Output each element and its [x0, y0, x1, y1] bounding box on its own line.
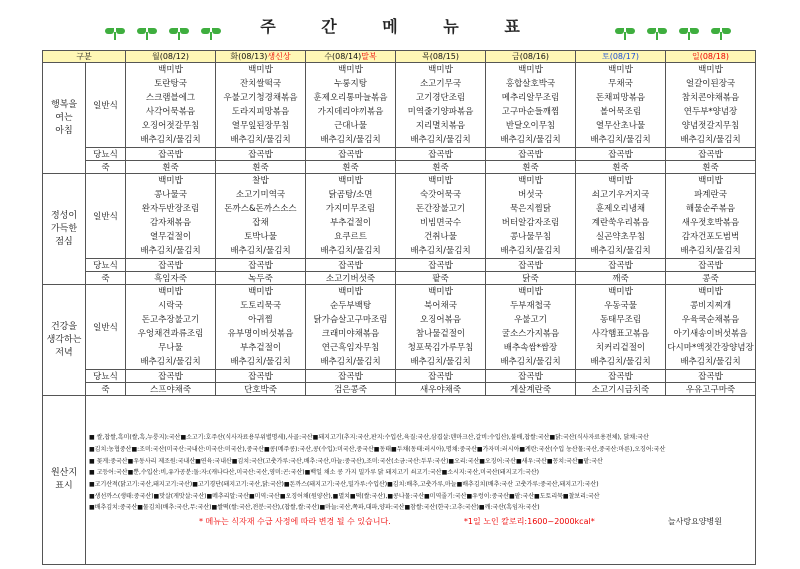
menu-cell [666, 174, 756, 259]
porridge-cell: 닭죽 [486, 272, 576, 285]
menu-item: 백미밥 [158, 287, 183, 297]
menu-item: 백미밥 [698, 176, 723, 186]
menu-cell [486, 285, 576, 370]
diabetic-cell: 잡곡밥 [216, 370, 306, 383]
page-title: 주 간 메 뉴 표 [260, 17, 540, 36]
menu-item: 연근흑임자무침 [321, 343, 380, 353]
porridge-diet-label: 죽 [86, 383, 126, 396]
weekly-menu-table [42, 50, 756, 565]
porridge-cell: 흰죽 [216, 161, 306, 174]
menu-item: 돈고추장불고기 [141, 315, 200, 325]
origin-label: 원산지 표시 [43, 396, 86, 565]
menu-item: 백미밥 [518, 65, 543, 75]
diabetic-cell: 잡곡밥 [666, 148, 756, 161]
origin-line: ■고기산적(닭고기:국산,돼지고기:국산)■고기경단(돼지고기:국산,닭:국산)■돈까스(돼지고기:국산,밀가루:수입산)■김치:배추,고춧가루,마늘■배추김치(배추:국산 고춧가루:중국산,돼지고기:국산) [89, 481, 599, 488]
menu-item: 청포묵김가루무침 [407, 343, 474, 353]
menu-item: 새우젓호박볶음 [681, 218, 740, 228]
menu-item: 배추김치/물김치 [230, 135, 291, 145]
dinner-general-row [43, 285, 756, 370]
menu-item: 사각어묵볶음 [145, 107, 196, 117]
menu-cell [306, 285, 396, 370]
menu-item: 배추김치/물김치 [140, 135, 201, 145]
header-day-wed: 수(08/14)말복 [306, 51, 396, 63]
menu-item: 잔치쌀떡국 [239, 79, 282, 89]
menu-item: 홍합살호박국 [505, 79, 556, 89]
diabetic-cell: 잡곡밥 [306, 259, 396, 272]
menu-item: 백미밥 [428, 176, 453, 186]
menu-cell [576, 285, 666, 370]
porridge-cell: 단호박죽 [216, 383, 306, 396]
menu-cell [126, 63, 216, 148]
menu-item: 다시마*액젓간장양념장 [667, 343, 754, 353]
sprout-icon [711, 28, 731, 40]
menu-item: 해물순주볶음 [685, 204, 736, 214]
menu-item: 배추속쌈*쌈장 [503, 343, 558, 353]
menu-item: 동태무조림 [599, 315, 642, 325]
menu-item: 백미밥 [338, 176, 363, 186]
menu-item: 백미밥 [428, 65, 453, 75]
menu-item: 배추김치/물김치 [320, 246, 381, 256]
menu-item: 감자건포도범벅 [681, 232, 740, 242]
menu-item: 배추김치/물김치 [500, 246, 561, 256]
porridge-cell: 흰죽 [126, 161, 216, 174]
lunch-porridge-row [43, 272, 756, 285]
porridge-cell: 소고기시금치죽 [576, 383, 666, 396]
menu-item: 오징어젓갈무침 [141, 121, 200, 131]
menu-item: 북어채국 [424, 301, 457, 311]
menu-item: 배추김치/물김치 [320, 357, 381, 367]
lunch-label: 정성이 가득한 점심 [43, 174, 86, 285]
menu-item: 가지데리야끼볶음 [317, 107, 384, 117]
menu-cell [666, 63, 756, 148]
menu-item: 배추김치/물김치 [680, 246, 741, 256]
menu-item: 무나물 [158, 343, 183, 353]
origin-line: ■ 꽃게:중국산■우동사리 제조원:국내산■연육:국내산■김치:국산(고춧가루:국산,배추:국산,마늘:중국산),조미:국산(소금:국산:두부:국산)■오리:국산■오징어:국산■새우:국산■꽁치:국산■팥:국산 [89, 457, 603, 465]
menu-item: 연두부*양념장 [683, 107, 738, 117]
menu-item: 유부명이버섯볶음 [227, 329, 294, 339]
menu-item: 열무산초나물 [595, 121, 646, 131]
menu-cell [486, 174, 576, 259]
menu-item: 콩나물국 [154, 190, 187, 200]
lunch-diabetic-row [43, 259, 756, 272]
menu-item: 반달오이무침 [505, 121, 556, 131]
diabetic-cell: 잡곡밥 [666, 370, 756, 383]
menu-item: 백미밥 [338, 287, 363, 297]
menu-item: 미역줄기양파볶음 [407, 107, 474, 117]
porridge-cell: 콩죽 [666, 272, 756, 285]
menu-item: 아기새송이버섯볶음 [673, 329, 748, 339]
origin-line: ■ 쌀,찹쌀,흑미(쌀,흑,누룽지):국산■소고기:호주산(식사자료용부위별명세),사골:국산■돼지고기(추지:국산,판지:수입산,육질:국산,삼겹살:덴마크산,갈비:수입산),불배,찹쌀:국산■닭:국산(식사자료용전체), 닭채:국산 [89, 434, 649, 442]
origin-row [43, 396, 756, 565]
birthday-tag: 생신상 [267, 52, 291, 61]
dinner-porridge-row [43, 383, 756, 396]
diabetic-cell: 잡곡밥 [486, 370, 576, 383]
menu-item: 백미밥 [608, 65, 633, 75]
porridge-cell: 흑임자죽 [126, 272, 216, 285]
diabetic-cell: 잡곡밥 [216, 148, 306, 161]
menu-cell [306, 174, 396, 259]
menu-item: 소고기무국 [419, 79, 462, 89]
dinner-label: 건강을 생각하는 저녁 [43, 285, 86, 396]
menu-item: 백미밥 [518, 176, 543, 186]
menu-item: 오징어볶음 [419, 315, 462, 325]
menu-item: 고기경단조림 [415, 93, 466, 103]
menu-item: 감자채볶음 [149, 218, 192, 228]
sprout-icon [105, 28, 125, 40]
diabetic-cell: 잡곡밥 [306, 370, 396, 383]
diabetic-diet-label: 당뇨식 [86, 148, 126, 161]
header-day-sun: 일(08/18) [666, 51, 756, 63]
breakfast-diabetic-row [43, 148, 756, 161]
sprout-icon [615, 28, 635, 40]
menu-item: 백미밥 [248, 65, 273, 75]
menu-item: 배추김치/물김치 [140, 246, 201, 256]
porridge-cell: 새우야채죽 [396, 383, 486, 396]
dinner-diabetic-row [43, 370, 756, 383]
porridge-cell: 검은콩죽 [306, 383, 396, 396]
menu-item: 가지미무조림 [325, 204, 376, 214]
menu-item: 우육쿡순채볶음 [681, 315, 740, 325]
menu-item: 참치콘야채볶음 [681, 93, 740, 103]
origin-text [86, 396, 756, 565]
menu-item: 계란쑥우리볶음 [591, 218, 650, 228]
menu-item: 배추김치/물김치 [140, 357, 201, 367]
menu-item: 숙갓어묵국 [419, 190, 462, 200]
sprout-decoration-left [105, 28, 221, 40]
origin-line: ■배추김치:중국산■물김치(배추:국산,무:국산)■쌀떡(쌀:국산,전분:국산),(찹쌀,쌀:국산)■마늘:국산,쪽파,대파,양파:국산■참쌀:국산(한국:고추:국산)■깨:국산(흑임자:국산) [89, 504, 540, 512]
menu-item: 볼어묵조림 [599, 107, 642, 117]
menu-item: 도라지피망볶음 [231, 107, 290, 117]
diabetic-cell: 잡곡밥 [396, 148, 486, 161]
breakfast-general-row [43, 63, 756, 148]
menu-item: 백미밥 [698, 287, 723, 297]
menu-item: 배추김치/물김치 [590, 246, 651, 256]
porridge-cell: 소고기버섯죽 [306, 272, 396, 285]
menu-item: 소고기미역국 [235, 190, 286, 200]
menu-item: 스크램블에그 [145, 93, 196, 103]
menu-item: 굴소스가지볶음 [501, 329, 560, 339]
menu-item: 참나물겉절이 [415, 329, 466, 339]
porridge-cell: 흰죽 [486, 161, 576, 174]
menu-item: 비빔면국수 [419, 218, 462, 228]
menu-cell [216, 285, 306, 370]
menu-item: 토박나물 [244, 232, 277, 242]
menu-item: 우불고기청경채볶음 [223, 93, 298, 103]
menu-cell [396, 63, 486, 148]
diabetic-diet-label: 당뇨식 [86, 370, 126, 383]
menu-item: 우불고기 [514, 315, 547, 325]
menu-item: 백미밥 [338, 65, 363, 75]
menu-item: 우동국물 [604, 301, 637, 311]
menu-item: 아귀찜 [248, 315, 273, 325]
menu-item: 배추김치/물김치 [500, 357, 561, 367]
header-day-fri: 금(08/16) [486, 51, 576, 63]
porridge-diet-label: 죽 [86, 272, 126, 285]
menu-item: 배추김치/물김치 [680, 135, 741, 145]
menu-item: 배추김치/물김치 [590, 357, 651, 367]
menu-item: 훈제오리냉채 [595, 204, 646, 214]
porridge-cell: 깨죽 [576, 272, 666, 285]
porridge-cell: 흰죽 [576, 161, 666, 174]
menu-item: 버섯국 [518, 190, 543, 200]
porridge-cell: 흰죽 [306, 161, 396, 174]
menu-cell [216, 63, 306, 148]
footer [89, 516, 752, 528]
menu-item: 고구마순들깨찜 [501, 107, 560, 117]
menu-item: 백미밥 [608, 287, 633, 297]
diabetic-cell: 잡곡밥 [486, 259, 576, 272]
menu-item: 배추김치/물김치 [230, 357, 291, 367]
menu-item: 실곤약초무침 [595, 232, 646, 242]
diabetic-diet-label: 당뇨식 [86, 259, 126, 272]
general-diet-label: 일반식 [86, 285, 126, 370]
menu-item: 묵은지찜닭 [509, 204, 552, 214]
menu-item: 근대나물 [334, 121, 367, 131]
menu-item: 부추겉절이 [239, 343, 282, 353]
menu-item: 메추리알무조림 [501, 93, 560, 103]
header-day-thu: 목(08/15) [396, 51, 486, 63]
header-row [43, 51, 756, 63]
porridge-cell: 녹두죽 [216, 272, 306, 285]
menu-item: 백미밥 [518, 287, 543, 297]
menu-item: 돈채피망볶음 [595, 93, 646, 103]
menu-item: 치커리겉절이 [595, 343, 646, 353]
menu-item: 파계란국 [694, 190, 727, 200]
menu-item: 배추김치/물김치 [500, 135, 561, 145]
general-diet-label: 일반식 [86, 63, 126, 148]
diabetic-cell: 잡곡밥 [306, 148, 396, 161]
menu-item: 쇠고기우거지국 [591, 190, 650, 200]
menu-item: 토란탕국 [154, 79, 187, 89]
menu-item: 찰밥 [252, 176, 269, 186]
menu-item: 우엉채견과류조림 [137, 329, 204, 339]
menu-item: 도토리묵국 [239, 301, 282, 311]
menu-item: 배추김치/물김치 [590, 135, 651, 145]
diabetic-cell: 잡곡밥 [666, 259, 756, 272]
menu-item: 순두부백탕 [329, 301, 372, 311]
menu-item: 닭가슴살고구마조림 [313, 315, 388, 325]
porridge-cell: 흰죽 [396, 161, 486, 174]
menu-cell [666, 285, 756, 370]
menu-item: 버터알감자조림 [501, 218, 560, 228]
diabetic-cell: 잡곡밥 [396, 259, 486, 272]
menu-item: 훈제오리통마늘볶음 [313, 93, 388, 103]
porridge-cell: 흰죽 [666, 161, 756, 174]
menu-item: 열무겉절이 [149, 232, 192, 242]
origin-line: ■ 고등어:국산■뿐,수입산:비,유가공분:돌:자:(캐나다산,미국산:국산,영미:곤:국산)■백일 채소 콩 가지 밀가루 닭 돼지고기 쇠고기:국산■소시지:국산,미국산(돼지고기:국산) [89, 469, 540, 477]
menu-item: 두부재첩국 [509, 301, 552, 311]
menu-cell [576, 63, 666, 148]
menu-item: 열무잎된장무침 [231, 121, 290, 131]
footer-hospital: 늘사랑요양병원 [667, 517, 722, 527]
menu-item: 부추겉절이 [329, 218, 372, 228]
menu-item: 완자두반장조림 [141, 204, 200, 214]
footer-calories: *1일 노인 칼로리:1600~2000kcal* [463, 517, 595, 527]
footer-note: * 메뉴는 식자재 수급 사정에 따라 변경 될 수 있습니다. [199, 517, 391, 527]
menu-item: 배추김치/물김치 [410, 135, 471, 145]
menu-item: 배추김치/물김치 [410, 357, 471, 367]
sprout-decoration-right [615, 28, 731, 40]
menu-item: 무채국 [608, 79, 633, 89]
menu-item: 콩나물무침 [509, 232, 552, 242]
sprout-icon [137, 28, 157, 40]
header-gubun: 구분 [43, 51, 126, 63]
menu-item: 백미밥 [698, 65, 723, 75]
diabetic-cell: 잡곡밥 [576, 370, 666, 383]
menu-item: 백미밥 [608, 176, 633, 186]
menu-item: 배추김치/물김치 [320, 135, 381, 145]
menu-cell [396, 174, 486, 259]
diabetic-cell: 잡곡밥 [576, 148, 666, 161]
menu-item: 크래미야채볶음 [321, 329, 380, 339]
porridge-cell: 게살계란죽 [486, 383, 576, 396]
porridge-diet-label: 죽 [86, 161, 126, 174]
malbok-tag: 말복 [361, 52, 377, 61]
menu-cell [486, 63, 576, 148]
menu-item: 지리멸치볶음 [415, 121, 466, 131]
menu-item: 사각햄표고볶음 [591, 329, 650, 339]
diabetic-cell: 잡곡밥 [126, 148, 216, 161]
diabetic-cell: 잡곡밥 [126, 370, 216, 383]
menu-item: 얼갈이된장국 [685, 79, 736, 89]
menu-item: 백미밥 [428, 287, 453, 297]
menu-item: 배추김치/물김치 [410, 246, 471, 256]
origin-line: ■생선까스(생태:중국산)■맛살(게맛살:국산)■메추리알:국산■미역:국산■오징어채(원양산),■멸치■떡(쌀:국산),■콩나물:국산■미역줄기:국산■우렁이:중국산■팥:국산■도토리묵■찰보리:국산 [89, 492, 600, 500]
menu-item: 건취나물 [424, 232, 457, 242]
menu-item: 요쿠르트 [334, 232, 367, 242]
diabetic-cell: 잡곡밥 [576, 259, 666, 272]
menu-item: 배추김치/물김치 [230, 246, 291, 256]
menu-cell [126, 285, 216, 370]
menu-cell [396, 285, 486, 370]
menu-item: 돈까스&돈까스소스 [224, 204, 297, 214]
general-diet-label: 일반식 [86, 174, 126, 259]
diabetic-cell: 잡곡밥 [396, 370, 486, 383]
sprout-icon [169, 28, 189, 40]
sprout-icon [679, 28, 699, 40]
menu-cell [306, 63, 396, 148]
menu-item: 시락국 [158, 301, 183, 311]
breakfast-label: 행복을 여는 아침 [43, 63, 86, 174]
diabetic-cell: 잡곡밥 [126, 259, 216, 272]
menu-item: 백미밥 [158, 65, 183, 75]
menu-item: 양념젓갈지무침 [681, 121, 740, 131]
menu-item: 콩비지찌개 [689, 301, 732, 311]
diabetic-cell: 잡곡밥 [486, 148, 576, 161]
menu-item: 백미밥 [248, 287, 273, 297]
sprout-icon [201, 28, 221, 40]
menu-item: 누룽지탕 [334, 79, 367, 89]
header-day-mon: 월(08/12) [126, 51, 216, 63]
porridge-cell: 우유고구마죽 [666, 383, 756, 396]
menu-item: 닭곰탕/소면 [328, 190, 373, 200]
menu-item: 배추김치/물김치 [680, 357, 741, 367]
origin-line: ■김치:농협중산■:조미:국산(미국산:국내산:미국산:미국산),중국산■콩(메주콩):국산,콩(수입):미국산,중국산■동태■두채(동태:러시아),명채:중국산■가자미:러시아■계란:국산(수입 농산물:국산,중국산:마른),오징어:국산 [89, 445, 666, 453]
sprout-icon [647, 28, 667, 40]
lunch-general-row [43, 174, 756, 259]
porridge-cell: 팥죽 [396, 272, 486, 285]
diabetic-cell: 잡곡밥 [216, 259, 306, 272]
menu-cell [576, 174, 666, 259]
menu-item: 잡채 [252, 218, 269, 228]
menu-item: 백미밥 [158, 176, 183, 186]
breakfast-porridge-row [43, 161, 756, 174]
menu-cell [126, 174, 216, 259]
header-day-tue: 화(08/13)생신상 [216, 51, 306, 63]
menu-cell [216, 174, 306, 259]
header-day-sat: 토(08/17) [576, 51, 666, 63]
menu-item: 돈간장불고기 [415, 204, 466, 214]
porridge-cell: 스프야채죽 [126, 383, 216, 396]
